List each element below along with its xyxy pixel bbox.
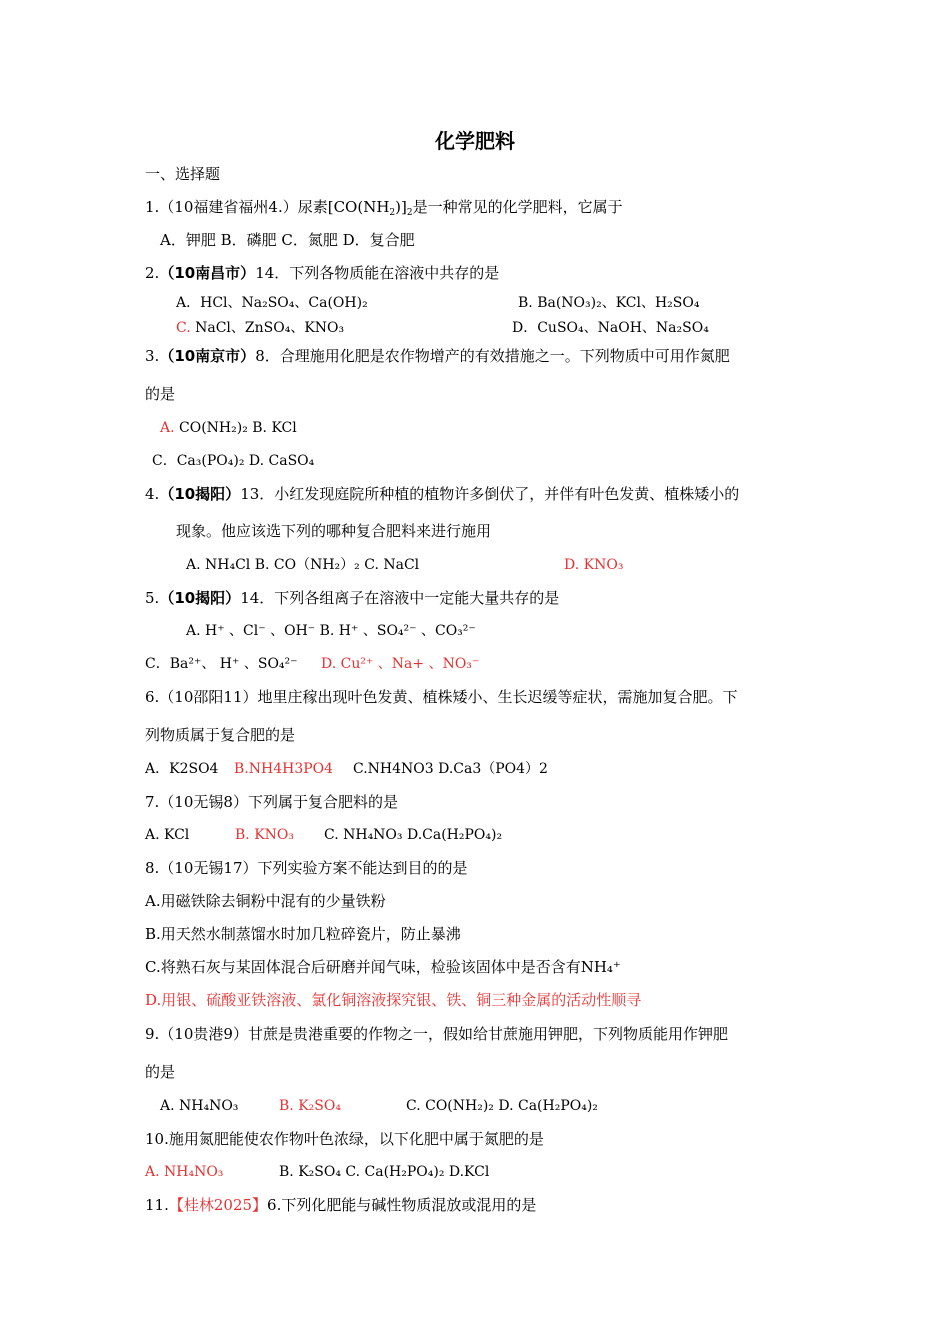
question-1-options: A．钾肥 B．磷肥 C．氮肥 D．复合肥 — [160, 231, 415, 249]
question-3-source: （10南京市） — [159, 347, 256, 365]
section-heading: 一、选择题 — [145, 165, 221, 183]
question-5-source: （10揭阳） — [159, 589, 241, 607]
question-6-option-a: A．K2SO4 — [145, 761, 219, 777]
question-7-option-a: A. KCl — [145, 827, 190, 843]
question-8-option-a: A.用磁铁除去铜粉中混有的少量铁粉 — [145, 892, 386, 910]
question-9-options-cd: C. CO(NH₂)₂ D. Ca(H₂PO₄)₂ — [406, 1098, 598, 1114]
question-1-stem: 1.（10福建省福州4.）尿素$[CO(NH_2)]_2$是一种常见的化学肥料，它属于 — [145, 198, 623, 218]
question-9-option-b-answer: B. K₂SO₄ — [279, 1098, 341, 1114]
question-7-option-b-answer: B. KNO₃ — [235, 827, 294, 843]
question-3-stem: 3.（10南京市）8．合理施用化肥是农作物增产的有效措施之一。下列物质中可用作氮肥 — [145, 347, 730, 365]
question-2-option-d: D．CuSO₄、NaOH、Na₂SO₄ — [512, 320, 709, 336]
question-3-options-cd: C．Ca₃(PO₄)₂ D. CaSO₄ — [152, 453, 315, 469]
question-6-stem: 6.（10邵阳11）地里庄稼出现叶色发黄、植株矮小、生长迟缓等症状，需施加复合肥。下 — [145, 688, 738, 706]
question-8-option-c: C.将熟石灰与某固体混合后研磨并闻气味，检验该固体中是否含有NH₄⁺ — [145, 958, 621, 976]
page-title: 化学肥料 — [435, 129, 515, 153]
question-3-options-ab: A. CO(NH₂)₂ B. KCl — [160, 420, 297, 436]
question-5-options-ab: A. H⁺ 、Cl⁻ 、OH⁻ B. H⁺ 、SO₄²⁻ 、CO₃²⁻ — [186, 623, 476, 639]
answer-marker: A. — [160, 420, 175, 436]
question-7-options-cd: C. NH₄NO₃ D.Ca(H₂PO₄)₂ — [324, 827, 503, 843]
question-4-options-abc: A. NH₄Cl B. CO（NH₂）₂ C. NaCl — [186, 557, 420, 573]
question-2-stem: 2.（10南昌市）14．下列各物质能在溶液中共存的是 — [145, 264, 500, 282]
question-6-options-cd: C.NH4NO3 D.Ca3（PO4）2 — [353, 761, 548, 777]
question-9-stem: 9.（10贵港9）甘蔗是贵港重要的作物之一，假如给甘蔗施用钾肥，下列物质能用作钾肥 — [145, 1025, 728, 1043]
question-2-option-b: B. Ba(NO₃)₂、KCl、H₂SO₄ — [518, 295, 700, 311]
question-4-stem-cont: 现象。他应该选下列的哪种复合肥料来进行施用 — [176, 522, 492, 540]
question-2-option-a: A．HCl、Na₂SO₄、Ca(OH)₂ — [176, 295, 368, 311]
question-8-option-b: B.用天然水制蒸馏水时加几粒碎瓷片，防止暴沸 — [145, 925, 461, 943]
question-6-option-b-answer: B.NH4H3PO4 — [234, 761, 334, 777]
question-3-stem-cont: 的是 — [145, 385, 176, 403]
question-9-stem-cont: 的是 — [145, 1063, 176, 1081]
question-2-option-c: C. NaCl、ZnSO₄、KNO₃ — [176, 320, 345, 336]
question-10-option-a-answer: A. NH₄NO₃ — [145, 1164, 224, 1180]
question-11-source: 【桂林2025】 — [168, 1196, 268, 1214]
question-5-option-d-answer: D. Cu²⁺ 、Na+ 、NO₃⁻ — [321, 656, 480, 672]
question-5-option-c: C．Ba²⁺、 H⁺ 、SO₄²⁻ — [145, 656, 298, 672]
question-5-stem: 5.（10揭阳）14．下列各组离子在溶液中一定能大量共存的是 — [145, 589, 560, 607]
question-9-option-a: A. NH₄NO₃ — [160, 1098, 239, 1114]
question-4-stem: 4.（10揭阳）13．小红发现庭院所种植的植物许多倒伏了，并伴有叶色发黄、植株矮小的 — [145, 485, 740, 503]
question-4-source: （10揭阳） — [159, 485, 241, 503]
question-8-stem: 8.（10无锡17）下列实验方案不能达到目的的是 — [145, 859, 468, 877]
question-6-stem-cont: 列物质属于复合肥的是 — [145, 726, 296, 744]
question-10-options-bcd: B. K₂SO₄ C. Ca(H₂PO₄)₂ D.KCl — [279, 1164, 490, 1180]
question-8-option-d-answer: D.用银、硫酸亚铁溶液、氯化铜溶液探究银、铁、铜三种金属的活动性顺寻 — [145, 991, 642, 1009]
answer-marker: C. — [176, 320, 191, 336]
question-7-stem: 7.（10无锡8）下列属于复合肥料的是 — [145, 793, 398, 811]
question-2-source: （10南昌市） — [159, 264, 256, 282]
question-4-option-d-answer: D. KNO₃ — [564, 557, 624, 573]
question-10-stem: 10.施用氮肥能使农作物叶色浓绿，以下化肥中属于氮肥的是 — [145, 1130, 544, 1148]
question-11-stem: 11.【桂林2025】6.下列化肥能与碱性物质混放或混用的是 — [145, 1196, 537, 1214]
